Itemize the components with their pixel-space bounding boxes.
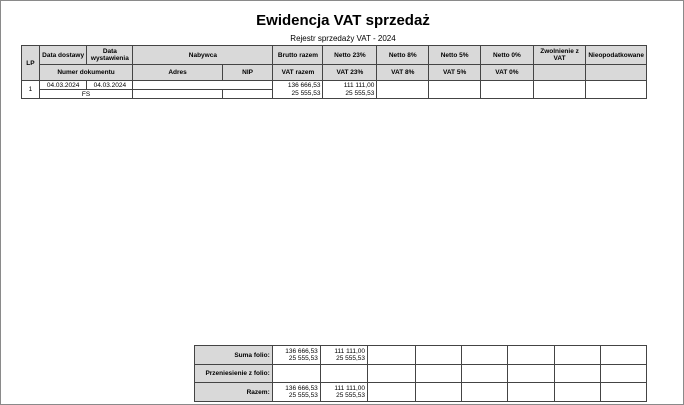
header-brutto: Brutto razem	[273, 46, 323, 65]
table-row	[22, 81, 647, 90]
row-vat23: 25 555,53	[323, 90, 377, 99]
przeniesienie-label: Przeniesienie z folio:	[195, 365, 273, 383]
row-data-dostawy: 04.03.2024	[39, 81, 87, 90]
header-nabywca: Nabywca	[133, 46, 273, 65]
razem-label: Razem:	[195, 383, 273, 402]
vat-register-table	[21, 45, 647, 99]
page-subtitle: Rejestr sprzedaży VAT - 2024	[290, 34, 396, 43]
header-netto8: Netto 8%	[377, 46, 429, 65]
suma-netto23: 111 111,00	[334, 348, 366, 355]
suma-vat: 25 555,53	[288, 355, 318, 362]
header-lp: LP	[22, 46, 40, 81]
header-netto0: Netto 0%	[481, 46, 534, 65]
header-vat0: VAT 0%	[481, 65, 534, 81]
row-netto23: 111 111,00	[323, 81, 377, 90]
header-nieopodatkowane: Nieopodatkowane	[586, 46, 647, 65]
header-vat23: VAT 23%	[323, 65, 377, 81]
row-data-wystawienia: 04.03.2024	[87, 81, 133, 90]
razem-vat23: 25 555,53	[336, 392, 366, 399]
summary-row-razem	[195, 383, 647, 402]
header-data-wystawienia: Data wystawienia	[87, 46, 133, 65]
header-numer: Numer dokumentu	[39, 65, 132, 81]
header-netto23: Netto 23%	[323, 46, 377, 65]
razem-vat: 25 555,53	[288, 392, 318, 399]
header-adres: Adres	[133, 65, 222, 81]
summary-row-suma	[195, 346, 647, 365]
header-vat5: VAT 5%	[429, 65, 481, 81]
suma-vat23: 25 555,53	[336, 355, 366, 362]
razem-netto23: 111 111,00	[334, 385, 366, 392]
page-title: Ewidencja VAT sprzedaż	[256, 12, 430, 29]
header-data-dostawy: Data dostawy	[39, 46, 87, 65]
header-vat-razem: VAT razem	[273, 65, 323, 81]
row-brutto: 136 666,53	[273, 81, 323, 90]
row-numer: FS	[39, 90, 132, 99]
row-vat-razem: 25 555,53	[273, 90, 323, 99]
suma-brutto: 136 666,53	[285, 348, 318, 355]
razem-brutto: 136 666,53	[285, 385, 318, 392]
summary-row-przeniesienie	[195, 365, 647, 383]
header-zwolnienie: Zwolnienie z VAT	[533, 46, 585, 65]
header-netto5: Netto 5%	[429, 46, 481, 65]
header-vat8: VAT 8%	[377, 65, 429, 81]
suma-folio-label: Suma folio:	[195, 346, 273, 365]
row-lp: 1	[22, 81, 40, 99]
summary-table	[194, 345, 647, 402]
header-nip: NIP	[222, 65, 273, 81]
